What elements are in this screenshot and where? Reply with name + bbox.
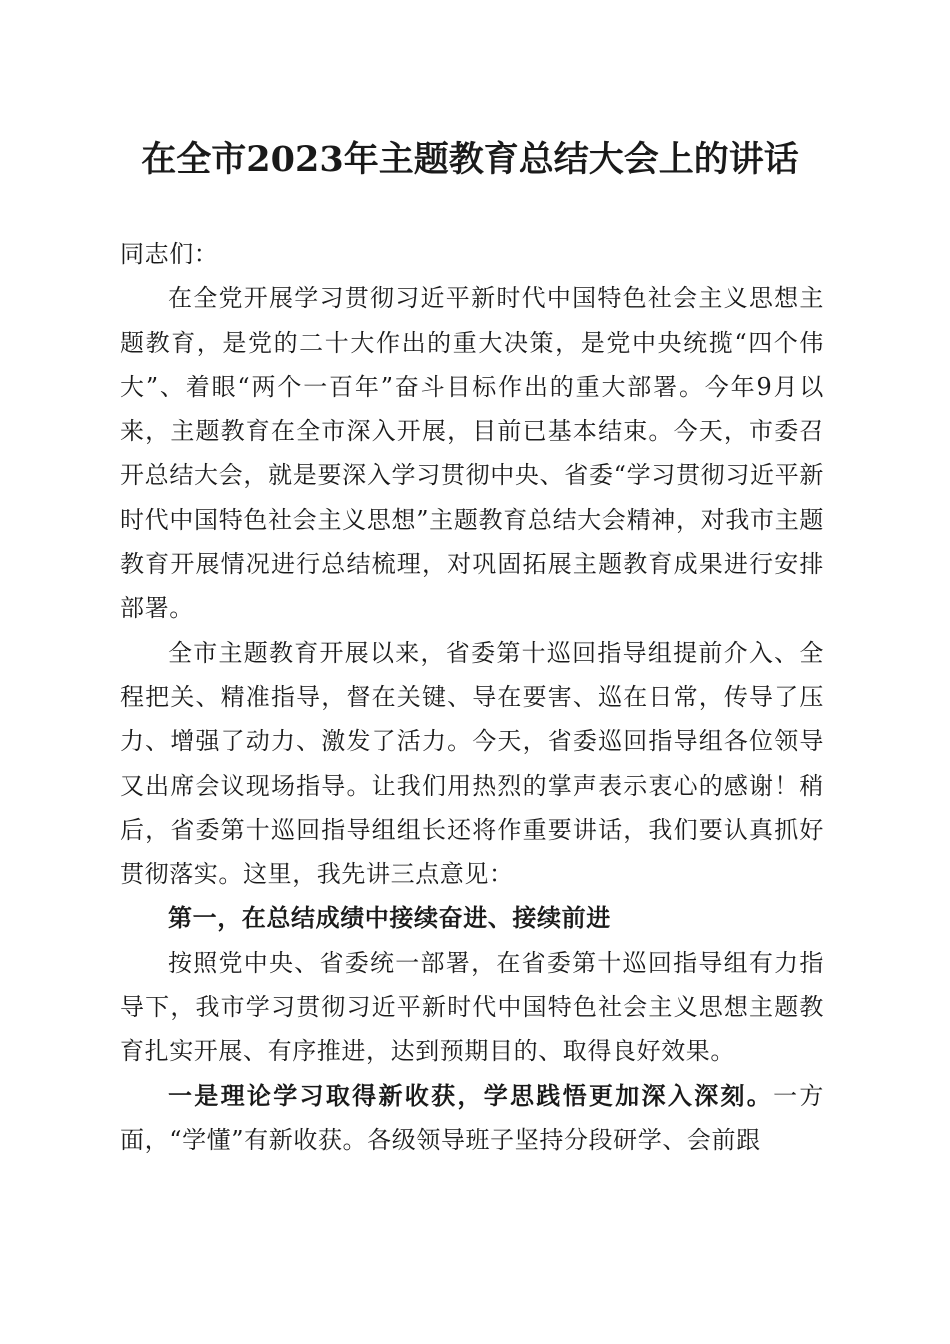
point-one-text: 一方面，“学懂”有新收获。各级领导班子坚持分段研学、会前跟	[120, 1081, 824, 1154]
paragraph-thanks: 全市主题教育开展以来，省委第十巡回指导组提前介入、全程把关、精准指导，督在关键、导在要害、巡在日常，传导了压力、增强了动力、激发了活力。今天，省委巡回指导组各位领导又出席会议现场指导。让我们用热烈的掌声表示衷心的感谢！稍后，省委第十巡回指导组组长还将作重要讲话，我们要认真抓好贯彻落实。这里，我先讲三点意见：	[120, 638, 824, 889]
point-one-lead: 一是理论学习取得新收获，学思践悟更加深入深刻。	[168, 1080, 774, 1110]
document-body	[120, 232, 824, 1162]
section-heading: 第一，在总结成绩中接续奋进、接续前进	[168, 903, 611, 933]
section-paragraph: 按照党中央、省委统一部署，在省委第十巡回指导组有力指导下，我市学习贯彻习近平新时代中国特色社会主义思想主题教育扎实开展、有序推进，达到预期目的、取得良好效果。	[120, 948, 824, 1066]
paragraph-intro: 在全党开展学习贯彻习近平新时代中国特色社会主义思想主题教育，是党的二十大作出的重大决策，是党中央统揽“四个伟大”、着眼“两个一百年”奋斗目标作出的重大部署。今年9月以来，主题教育在全市深入开展，目前已基本结束。今天，市委召开总结大会，就是要深入学习贯彻中央、省委“学习贯彻习近平新时代中国特色社会主义思想”主题教育总结大会精神，对我市主题教育开展情况进行总结梳理，对巩固拓展主题教育成果进行安排部署。	[120, 284, 824, 623]
document-title: 在全市2023年主题教育总结大会上的讲话	[141, 139, 799, 180]
salutation: 同志们：	[120, 240, 219, 268]
point-one-paragraph	[120, 1074, 824, 1163]
